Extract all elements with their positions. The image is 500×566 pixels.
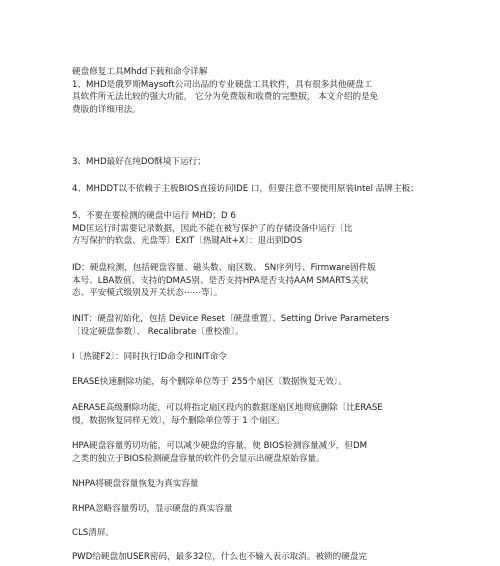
paragraph-erase [72, 376, 482, 389]
paragraph-cls [72, 527, 482, 540]
text-line: 费版的详细用法。 [72, 104, 141, 115]
text-line: I〔热键F2〕：同时执行ID命令和INIT命令 [72, 352, 227, 362]
text-line: 慢，数据恢复同样无效〕，每个删除单位等于 1 个扇区。 [72, 415, 285, 426]
text-line: NHPA将硬盘容量恢复为真实容量 [72, 479, 199, 489]
text-line: INIT：硬盘初始化，包括 Device Reset〔硬盘重置〕、Setting Drive Parameters [72, 314, 390, 324]
text-line: RHPA忽略容量剪切，显示硬盘的真实容量 [72, 504, 233, 514]
text-line: AERASE高级删除功能，可以将指定扇区段内的数据逐扇区地彻底删除〔比ERASE [72, 403, 383, 413]
doc-title: 硬盘修复工具Mhdd下载和命令详解 [72, 67, 208, 77]
text-line: PWD给硬盘加USER密码，最多32位，什么也不输入表示取消。被锁的硬盘完 [72, 552, 368, 562]
text-line: 5、不要在要检测的硬盘中运行 MHD；D 6 [72, 211, 236, 221]
paragraph-aerase [72, 402, 482, 427]
paragraph-4 [72, 183, 482, 196]
text-line: 之类的独立于BIOS检测硬盘容量的软件仍会显示出硬盘原始容量。 [72, 453, 325, 464]
text-line: 1、MHD是俄罗斯Maysoft公司出品的专业硬盘工具软件，具有很多其他硬盘工 [72, 79, 373, 90]
text-line: 态、平安模式级别及开关状态⋯⋯等〕。 [72, 288, 223, 298]
text-line: CLS清屏。 [72, 528, 115, 538]
text-line: 3、MHD最好在纯DO酥境下运行； [72, 157, 206, 167]
paragraph-id [72, 262, 482, 300]
text-line: 〔设定硬盘参数〕、 Recalibrate〔重校准〕。 [72, 326, 244, 337]
paragraph-hpa [72, 440, 482, 465]
paragraph-intro [72, 66, 482, 116]
paragraph-i [72, 351, 482, 364]
paragraph-3 [72, 156, 482, 169]
paragraph-pwd [72, 551, 482, 564]
text-line: ERASE快速删除功能，每个删除单位等于 255个扇区〔数据恢复无效〕。 [72, 377, 347, 387]
text-line: 具软件所无法比较的强大功能， 它分为免费版和收费的完整版， 本文介绍的是免 [72, 92, 379, 102]
text-line: 本号、LBA数值、支持的DMAS别、是否支持HPA是否支持AAM SMARTS关状 [72, 275, 369, 286]
paragraph-rhpa [72, 503, 482, 516]
text-line: 4、MHDDT以不依赖于主板BIOS直接访问IDE 口，但要注意不要使用原装Intel 品牌主板； [72, 184, 419, 194]
text-line: HPA硬盘容量剪切功能，可以减少硬盘的容量，使 BIOS检测容量减少，但DM [72, 441, 368, 451]
paragraph-init [72, 313, 482, 338]
text-line: MD匡运行时需要记录数据，因此不能在被写保护了的存储设备中运行〔比 [72, 223, 353, 234]
text-line: ID：硬盘检测，包括硬盘容量、磁头数、扇区数、 SN序列号、Firmware固件版 [72, 263, 376, 273]
text-line: 方写保护的软盘、光盘等〕EXIT〔热键Alt+X〕：退出到DOS [72, 236, 303, 246]
paragraph-5 [72, 210, 482, 248]
paragraph-nhpa [72, 478, 482, 491]
